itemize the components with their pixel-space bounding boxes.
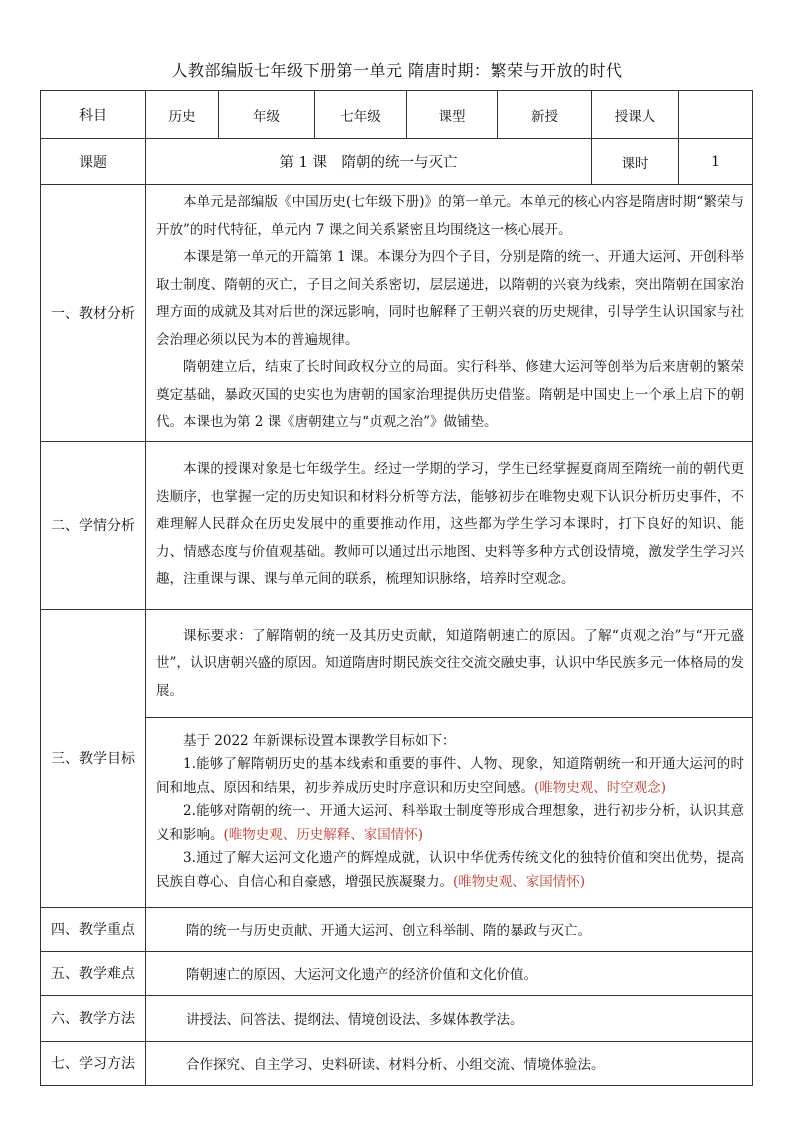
goal-tag: (唯物史观、家国情怀) (453, 873, 586, 890)
curriculum-paragraph: 课标要求：了解隋朝的统一及其历史贡献，知道隋朝速亡的原因。了解“贞观之治”与“开元盛世”，认识唐朝兴盛的原因。知道隋唐时期民族交往交流交融史事，认识中华民族多元一体格局的发展。 (156, 627, 744, 699)
goal-tag: (唯物史观、历史解释、家国情怀) (223, 826, 424, 843)
teacher-label: 授课人 (592, 91, 679, 139)
subject-value: 历史 (146, 91, 219, 139)
subject-label: 科目 (41, 91, 146, 139)
student-analysis-row (41, 441, 753, 609)
textbook-analysis-row (41, 185, 753, 442)
difficulty-content: 隋朝速亡的原因、大运河文化遗产的经济价值和文化价值。 (146, 951, 753, 995)
goal-item: 2.能够对隋朝的统一、开通大运河、科举取士制度等形成合理想象，进行初步分析，认识其意义和影响。(唯物史观、历史解释、家国情怀) (156, 803, 744, 843)
key-points-content: 隋的统一与历史贡献、开通大运河、创立科举制、隋的暴政与灭亡。 (146, 907, 753, 951)
textbook-paragraph: 隋朝建立后，结束了长时间政权分立的局面。实行科举、修建大运河等创举为后来唐朝的繁荣奠定基础，暴政灭国的史实也为唐朝的国家治理提供历史借鉴。隋朝是中国史上一个承上启下的朝代。本课也为第 2 课《唐朝建立与“贞观之治”》做铺垫。 (156, 359, 744, 430)
key-points-row (41, 907, 753, 951)
topic-value: 第 1 课 隋朝的统一与灭亡 (146, 139, 592, 185)
difficulty-row (41, 951, 753, 995)
learning-methods-content: 合作探究、自主学习、史料研读、材料分析、小组交流、情境体验法。 (146, 1041, 753, 1085)
curriculum-requirement (146, 609, 753, 717)
goal-item: 3.通过了解大运河文化遗产的辉煌成就，认识中华优秀传统文化的独特价值和突出优势，提高民族自尊心、自信心和自豪感，增强民族凝聚力。(唯物史观、家国情怀) (156, 850, 744, 890)
textbook-analysis-label: 一、教材分析 (41, 185, 146, 442)
teaching-methods-label: 六、教学方法 (41, 995, 146, 1041)
grade-value: 七年级 (315, 91, 407, 139)
textbook-paragraph: 本课是第一单元的开篇第 1 课。本课分为四个子目，分别是隋的统一、开通大运河、开创科举取士制度、隋朝的灭亡，子目之间关系密切，层层递进，以隋朝的兴衰为线索，突出隋朝在国家治理方面的成就及其对后世的深远影响，同时也解释了王朝兴衰的历史规律，引导学生认识国家与社会治理必须以民为本的普遍规律。 (156, 249, 744, 348)
textbook-paragraph: 本单元是部编版《中国历史(七年级下册)》的第一单元。本单元的核心内容是隋唐时期“繁荣与开放”的时代特征，单元内 7 课之间关系紧密且均围绕这一核心展开。 (156, 194, 744, 238)
goals-row (41, 717, 753, 907)
hours-label: 课时 (592, 139, 679, 185)
goal-item: 1.能够了解隋朝历史的基本线索和重要的事件、人物、现象，知道隋朝统一和开通大运河的时间和地点、原因和结果，初步养成历史时序意识和历史空间感。(唯物史观、时空观念) (156, 756, 744, 796)
teaching-goals-label: 三、教学目标 (41, 609, 146, 907)
learning-methods-label: 七、学习方法 (41, 1041, 146, 1085)
learning-methods-row (41, 1041, 753, 1085)
student-analysis-content (146, 441, 753, 609)
teaching-methods-row (41, 995, 753, 1041)
goals-content (146, 717, 753, 907)
topic-label: 课题 (41, 139, 146, 185)
lesson-plan-table (40, 90, 753, 1086)
teacher-value (679, 91, 753, 139)
textbook-analysis-content (146, 185, 753, 442)
topic-row (41, 139, 753, 185)
teaching-methods-content: 讲授法、问答法、提纲法、情境创设法、多媒体教学法。 (146, 995, 753, 1041)
goal-tag: (唯物史观、时空观念) (534, 779, 667, 796)
document-title: 人教部编版七年级下册第一单元 隋唐时期：繁荣与开放的时代 (171, 61, 623, 80)
hours-value: 1 (679, 139, 753, 185)
curriculum-requirement-row (41, 609, 753, 717)
grade-label: 年级 (219, 91, 315, 139)
lesson-type-label: 课型 (407, 91, 498, 139)
goals-intro: 基于 2022 年新课标设置本课教学目标如下： (183, 732, 456, 749)
student-analysis-label: 二、学情分析 (41, 441, 146, 609)
difficulty-label: 五、教学难点 (41, 951, 146, 995)
header-row (41, 91, 753, 139)
lesson-type-value: 新授 (498, 91, 592, 139)
key-points-label: 四、教学重点 (41, 907, 146, 951)
student-paragraph: 本课的授课对象是七年级学生。经过一学期的学习，学生已经掌握夏商周至隋统一前的朝代更迭顺序，也掌握一定的历史知识和材料分析等方法，能够初步在唯物史观下认识分析历史事件，不难理解人民群众在历史发展中的重要推动作用，这些都为学生学习本课时，打下良好的知识、能力、情感态度与价值观基础。教师可以通过出示地图、史料等多种方式创设情境，激发学生学习兴趣，注重课与课、课与单元间的联系，梳理知识脉络，培养时空观念。 (156, 461, 744, 588)
